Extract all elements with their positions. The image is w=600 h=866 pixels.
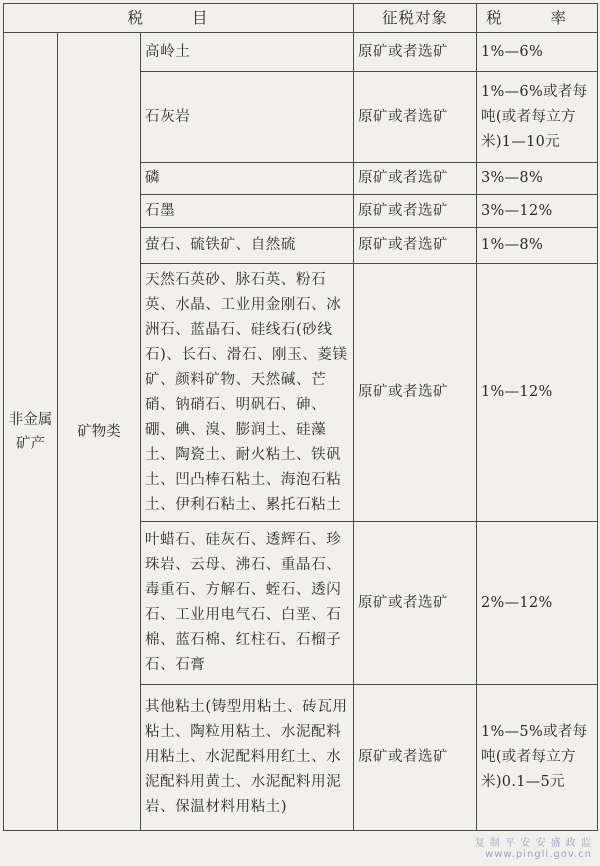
- rate-cell: 1%—12%: [477, 264, 598, 522]
- header-item: 税 目: [4, 4, 354, 33]
- object-cell: 原矿或者选矿: [354, 33, 477, 72]
- object-cell: 原矿或者选矿: [354, 72, 477, 163]
- header-object: 征税对象: [354, 4, 477, 33]
- category-cell: 非金属矿产: [4, 33, 58, 831]
- object-cell: 原矿或者选矿: [354, 685, 477, 831]
- item-cell: 石灰岩: [141, 72, 354, 163]
- watermark-line-2: www.pingli.gov.cn: [485, 849, 592, 860]
- watermark-line-1: 复 制 平 安 安 盛 政 监: [474, 838, 592, 849]
- rate-cell: 1%—6%: [477, 33, 598, 72]
- object-cell: 原矿或者选矿: [354, 195, 477, 228]
- object-cell: 原矿或者选矿: [354, 228, 477, 264]
- item-cell: 磷: [141, 163, 354, 195]
- object-cell: 原矿或者选矿: [354, 163, 477, 195]
- item-cell: 天然石英砂、脉石英、粉石英、水晶、工业用金刚石、冰洲石、蓝晶石、硅线石(砂线石)、长石、滑石、刚玉、菱镁矿、颜料矿物、天然碱、芒硝、钠硝石、明矾石、砷、硼、碘、溴、膨润土、硅藻土、陶瓷土、耐火粘土、铁矾土、凹凸棒石粘土、海泡石粘土、伊利石粘土、累托石粘土: [141, 264, 354, 522]
- rate-cell: 2%—12%: [477, 522, 598, 685]
- object-cell: 原矿或者选矿: [354, 264, 477, 522]
- header-rate: 税 率: [477, 4, 598, 33]
- object-cell: 原矿或者选矿: [354, 522, 477, 685]
- rate-cell: 3%—12%: [477, 195, 598, 228]
- item-cell: 高岭土: [141, 33, 354, 72]
- item-cell: 其他粘土(铸型用粘土、砖瓦用粘土、陶粒用粘土、水泥配料用粘土、水泥配料用红土、水泥配料用黄土、水泥配料用泥岩、保温材料用粘土): [141, 685, 354, 831]
- subcategory-cell: 矿物类: [58, 33, 141, 831]
- table-header-row: [4, 4, 598, 33]
- table-row: [4, 33, 598, 72]
- rate-cell: 1%—5%或者每吨(或者每立方米)0.1—5元: [477, 685, 598, 831]
- item-cell: 叶蜡石、硅灰石、透辉石、珍珠岩、云母、沸石、重晶石、毒重石、方解石、蛭石、透闪石、工业用电气石、白垩、石棉、蓝石棉、红柱石、石榴子石、石膏: [141, 522, 354, 685]
- rate-cell: 1%—6%或者每吨(或者每立方米)1—10元: [477, 72, 598, 163]
- item-cell: 石墨: [141, 195, 354, 228]
- site-watermark: [475, 838, 592, 860]
- item-cell: 萤石、硫铁矿、自然硫: [141, 228, 354, 264]
- tax-rate-table: [3, 3, 598, 831]
- rate-cell: 3%—8%: [477, 163, 598, 195]
- rate-cell: 1%—8%: [477, 228, 598, 264]
